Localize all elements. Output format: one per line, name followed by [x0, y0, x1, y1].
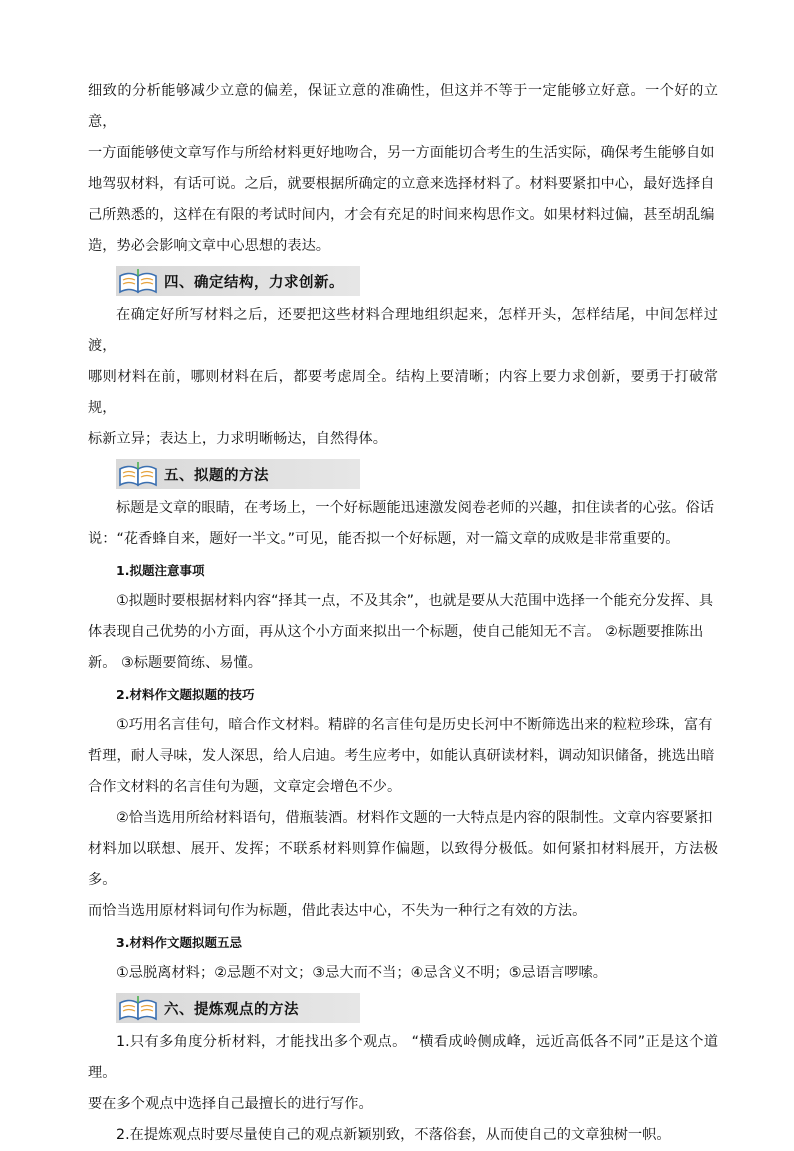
- text-line: 己所熟悉的，这样在有限的考试时间内，才会有充足的时间来构思作文。如果材料过偏，甚至胡乱编: [88, 207, 715, 223]
- text-line: 哲理，耐人寻味，发人深思，给人启迪。考生应考中，如能认真研读材料，调动知识储备，挑选出暗: [88, 748, 715, 764]
- section-4-body: [88, 300, 718, 455]
- text-line: ①巧用名言佳句，暗合作文材料。精辟的名言佳句是历史长河中不断筛选出来的粒粒珍珠，富有: [116, 717, 713, 733]
- subheading: 2.材料作文题拟题的技巧: [116, 687, 255, 702]
- section-heading-4: [116, 266, 360, 296]
- open-book-icon: [118, 461, 158, 487]
- subheading: 1.拟题注意事项: [116, 563, 205, 578]
- text-line: 哪则材料在前，哪则材料在后，都要考虑周全。结构上要清晰；内容上要力求创新，要勇于打破常规，: [88, 369, 718, 416]
- text-line: ①拟题时要根据材料内容“择其一点，不及其余”，也就是要从大范围中选择一个能充分发挥、具: [116, 593, 714, 609]
- text-line: 而恰当选用原材料词句作为标题，借此表达中心，不失为一种行之有效的方法。: [88, 903, 587, 919]
- text-line: 体表现自己优势的小方面，再从这个小方面来拟出一个标题，使自己能知无不言。 ②标题要推陈出: [88, 624, 704, 640]
- section-5-body: [88, 493, 718, 989]
- open-book-icon: [118, 268, 158, 294]
- document-page: [88, 76, 718, 1151]
- text-line: 要在多个观点中选择自己最擅长的进行写作。: [88, 1096, 373, 1112]
- section-title: 四、确定结构，力求创新。: [164, 274, 344, 291]
- text-line: 2.在提炼观点时要尽量使自己的观点新颖别致，不落俗套，从而使自己的文章独树一帜。: [116, 1127, 671, 1143]
- text-line: ②恰当选用所给材料语句，借瓶装酒。材料作文题的一大特点是内容的限制性。文章内容要紧扣: [116, 810, 713, 826]
- open-book-icon: [118, 995, 158, 1021]
- text-line: 材料加以联想、展开、发挥；不联系材料则算作偏题，以致得分极低。如何紧扣材料展开，方法极多。: [88, 841, 718, 888]
- text-line: 地驾驭材料，有话可说。之后，就要根据所确定的立意来选择材料了。材料要紧扣中心，最好选择自: [88, 176, 715, 192]
- text-line: 合作文材料的名言佳句为题，文章定会增色不少。: [88, 779, 402, 795]
- section-heading-5: [116, 459, 360, 489]
- text-line: 标新立异；表达上，力求明晰畅达，自然得体。: [88, 431, 387, 447]
- section-6-body: [88, 1027, 718, 1151]
- text-line: 标题是文章的眼睛，在考场上，一个好标题能迅速激发阅卷老师的兴趣，扣住读者的心弦。俗话: [116, 500, 714, 516]
- text-line: 细致的分析能够减少立意的偏差，保证立意的准确性，但这并不等于一定能够立好意。一个好的立意，: [88, 83, 718, 130]
- text-line: ①忌脱离材料；②忌题不对文；③忌大而不当；④忌含义不明；⑤忌语言啰嗦。: [116, 965, 607, 981]
- text-line: 新。 ③标题要简练、易懂。: [88, 655, 262, 671]
- section-heading-6: [116, 993, 360, 1023]
- text-line: 在确定好所写材料之后，还要把这些材料合理地组织起来，怎样开头，怎样结尾，中间怎样过渡，: [88, 307, 718, 354]
- text-line: 一方面能够使文章写作与所给材料更好地吻合，另一方面能切合考生的生活实际，确保考生能够自如: [88, 145, 715, 161]
- subheading: 3.材料作文题拟题五忌: [116, 935, 242, 950]
- text-line: 造，势必会影响文章中心思想的表达。: [88, 238, 331, 254]
- section-title: 五、拟题的方法: [164, 467, 269, 484]
- section-title: 六、提炼观点的方法: [164, 1001, 299, 1018]
- text-line: 说：“花香蜂自来，题好一半文。”可见，能否拟一个好标题，对一篇文章的成败是非常重要的。: [88, 531, 680, 547]
- intro-paragraph: [88, 76, 718, 262]
- text-line: 1.只有多角度分析材料，才能找出多个观点。 “横看成岭侧成峰，远近高低各不同”正是这个道理。: [88, 1034, 718, 1081]
